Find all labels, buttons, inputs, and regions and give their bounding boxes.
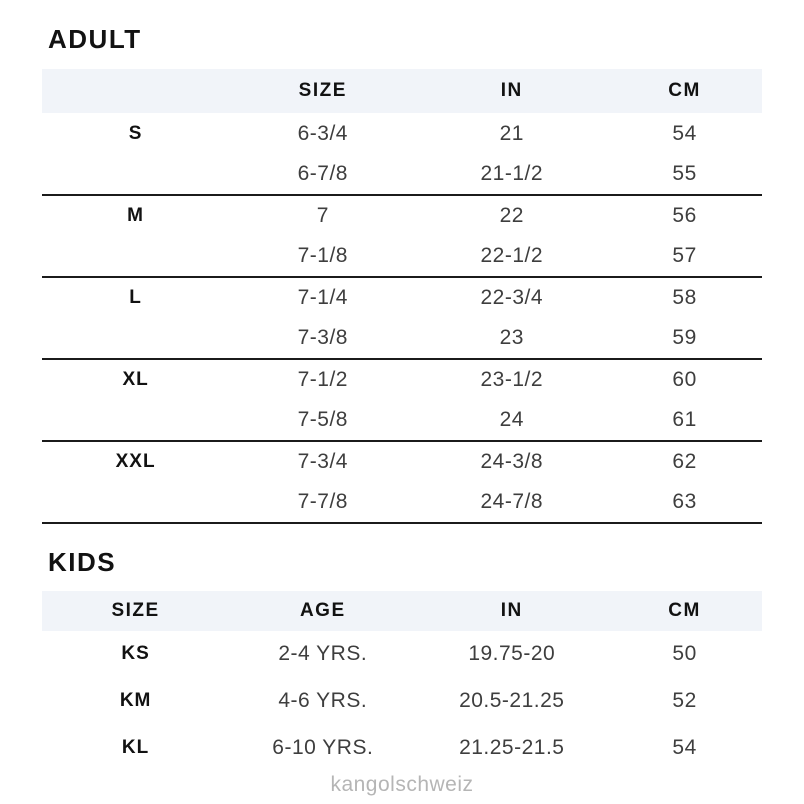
table-row <box>42 678 762 725</box>
size-label-cell <box>42 482 229 523</box>
kids-header-in: IN <box>416 591 607 631</box>
inches-cell: 21.25-21.5 <box>459 736 565 760</box>
table-row <box>42 441 762 482</box>
kids-size-label-cell: KM <box>119 690 152 712</box>
kids-size-label-cell: KL <box>121 737 150 759</box>
kids-header-cm: CM <box>607 591 762 631</box>
inches-cell: 24-7/8 <box>480 490 544 514</box>
adult-group-xxl <box>42 441 762 523</box>
adult-group-m <box>42 195 762 277</box>
cm-cell: 58 <box>672 286 697 310</box>
cm-cell: 56 <box>672 204 697 228</box>
inches-cell: 19.75-20 <box>468 642 556 666</box>
adult-group-xl <box>42 359 762 441</box>
kids-size-table <box>42 591 762 772</box>
table-row <box>42 482 762 523</box>
kids-header-row <box>42 591 762 631</box>
inches-cell: 24-3/8 <box>480 450 544 474</box>
hat-size-cell: 7 <box>316 204 329 228</box>
cm-cell: 57 <box>672 244 697 268</box>
adult-header-row <box>42 69 762 113</box>
cm-cell: 54 <box>672 121 697 145</box>
inches-cell: 21-1/2 <box>480 162 544 186</box>
table-row <box>42 359 762 400</box>
table-row <box>42 631 762 678</box>
inches-cell: 24 <box>499 408 524 432</box>
age-cell: 6-10 YRS. <box>272 736 374 760</box>
cm-cell: 55 <box>672 162 697 186</box>
adult-section-title: ADULT <box>48 24 142 54</box>
inches-cell: 21 <box>499 121 524 145</box>
size-label-cell: XL <box>122 369 149 391</box>
adult-group-l <box>42 277 762 359</box>
kids-header-age: AGE <box>229 591 416 631</box>
cm-cell: 60 <box>672 368 697 392</box>
kids-header-size: SIZE <box>42 591 229 631</box>
size-label-cell <box>42 400 229 441</box>
adult-header-size: SIZE <box>229 69 416 113</box>
size-label-cell <box>42 318 229 359</box>
cm-cell: 50 <box>672 642 697 666</box>
inches-cell: 22 <box>499 204 524 228</box>
size-label-cell <box>42 236 229 277</box>
age-cell: 4-6 YRS. <box>278 689 368 713</box>
cm-cell: 62 <box>672 450 697 474</box>
table-row <box>42 277 762 318</box>
inches-cell: 23-1/2 <box>480 368 544 392</box>
size-label-cell <box>42 154 229 195</box>
cm-cell: 59 <box>672 326 697 350</box>
table-row <box>42 400 762 441</box>
cm-cell: 63 <box>672 490 697 514</box>
hat-size-cell: 7-1/4 <box>297 286 348 310</box>
hat-size-cell: 7-5/8 <box>297 408 348 432</box>
adult-size-table <box>42 69 762 524</box>
table-row <box>42 318 762 359</box>
table-row <box>42 113 762 154</box>
table-row <box>42 236 762 277</box>
hat-size-cell: 7-3/8 <box>297 326 348 350</box>
inches-cell: 20.5-21.25 <box>459 689 565 713</box>
size-label-cell: S <box>128 122 143 144</box>
kids-size-label-cell: KS <box>121 643 150 665</box>
hat-size-cell: 6-3/4 <box>297 121 348 145</box>
table-row <box>42 154 762 195</box>
hat-size-cell: 7-1/8 <box>297 244 348 268</box>
table-row <box>42 195 762 236</box>
size-label-cell: XXL <box>115 451 156 473</box>
cm-cell: 54 <box>672 736 697 760</box>
cm-cell: 52 <box>672 689 697 713</box>
table-row <box>42 725 762 772</box>
inches-cell: 22-1/2 <box>480 244 544 268</box>
kids-section-title: KIDS <box>48 547 117 578</box>
adult-header-in: IN <box>416 69 607 113</box>
inches-cell: 22-3/4 <box>480 286 544 310</box>
inches-cell: 23 <box>499 326 524 350</box>
hat-size-cell: 7-3/4 <box>297 450 348 474</box>
adult-header-blank <box>42 69 229 113</box>
age-cell: 2-4 YRS. <box>278 642 368 666</box>
size-label-cell: L <box>129 287 142 309</box>
adult-group-s <box>42 113 762 195</box>
size-label-cell: M <box>127 205 144 227</box>
hat-size-cell: 7-7/8 <box>297 490 348 514</box>
hat-size-cell: 6-7/8 <box>297 162 348 186</box>
hat-size-cell: 7-1/2 <box>297 368 348 392</box>
cm-cell: 61 <box>672 408 697 432</box>
adult-header-cm: CM <box>607 69 762 113</box>
watermark: kangolschweiz <box>330 772 474 796</box>
